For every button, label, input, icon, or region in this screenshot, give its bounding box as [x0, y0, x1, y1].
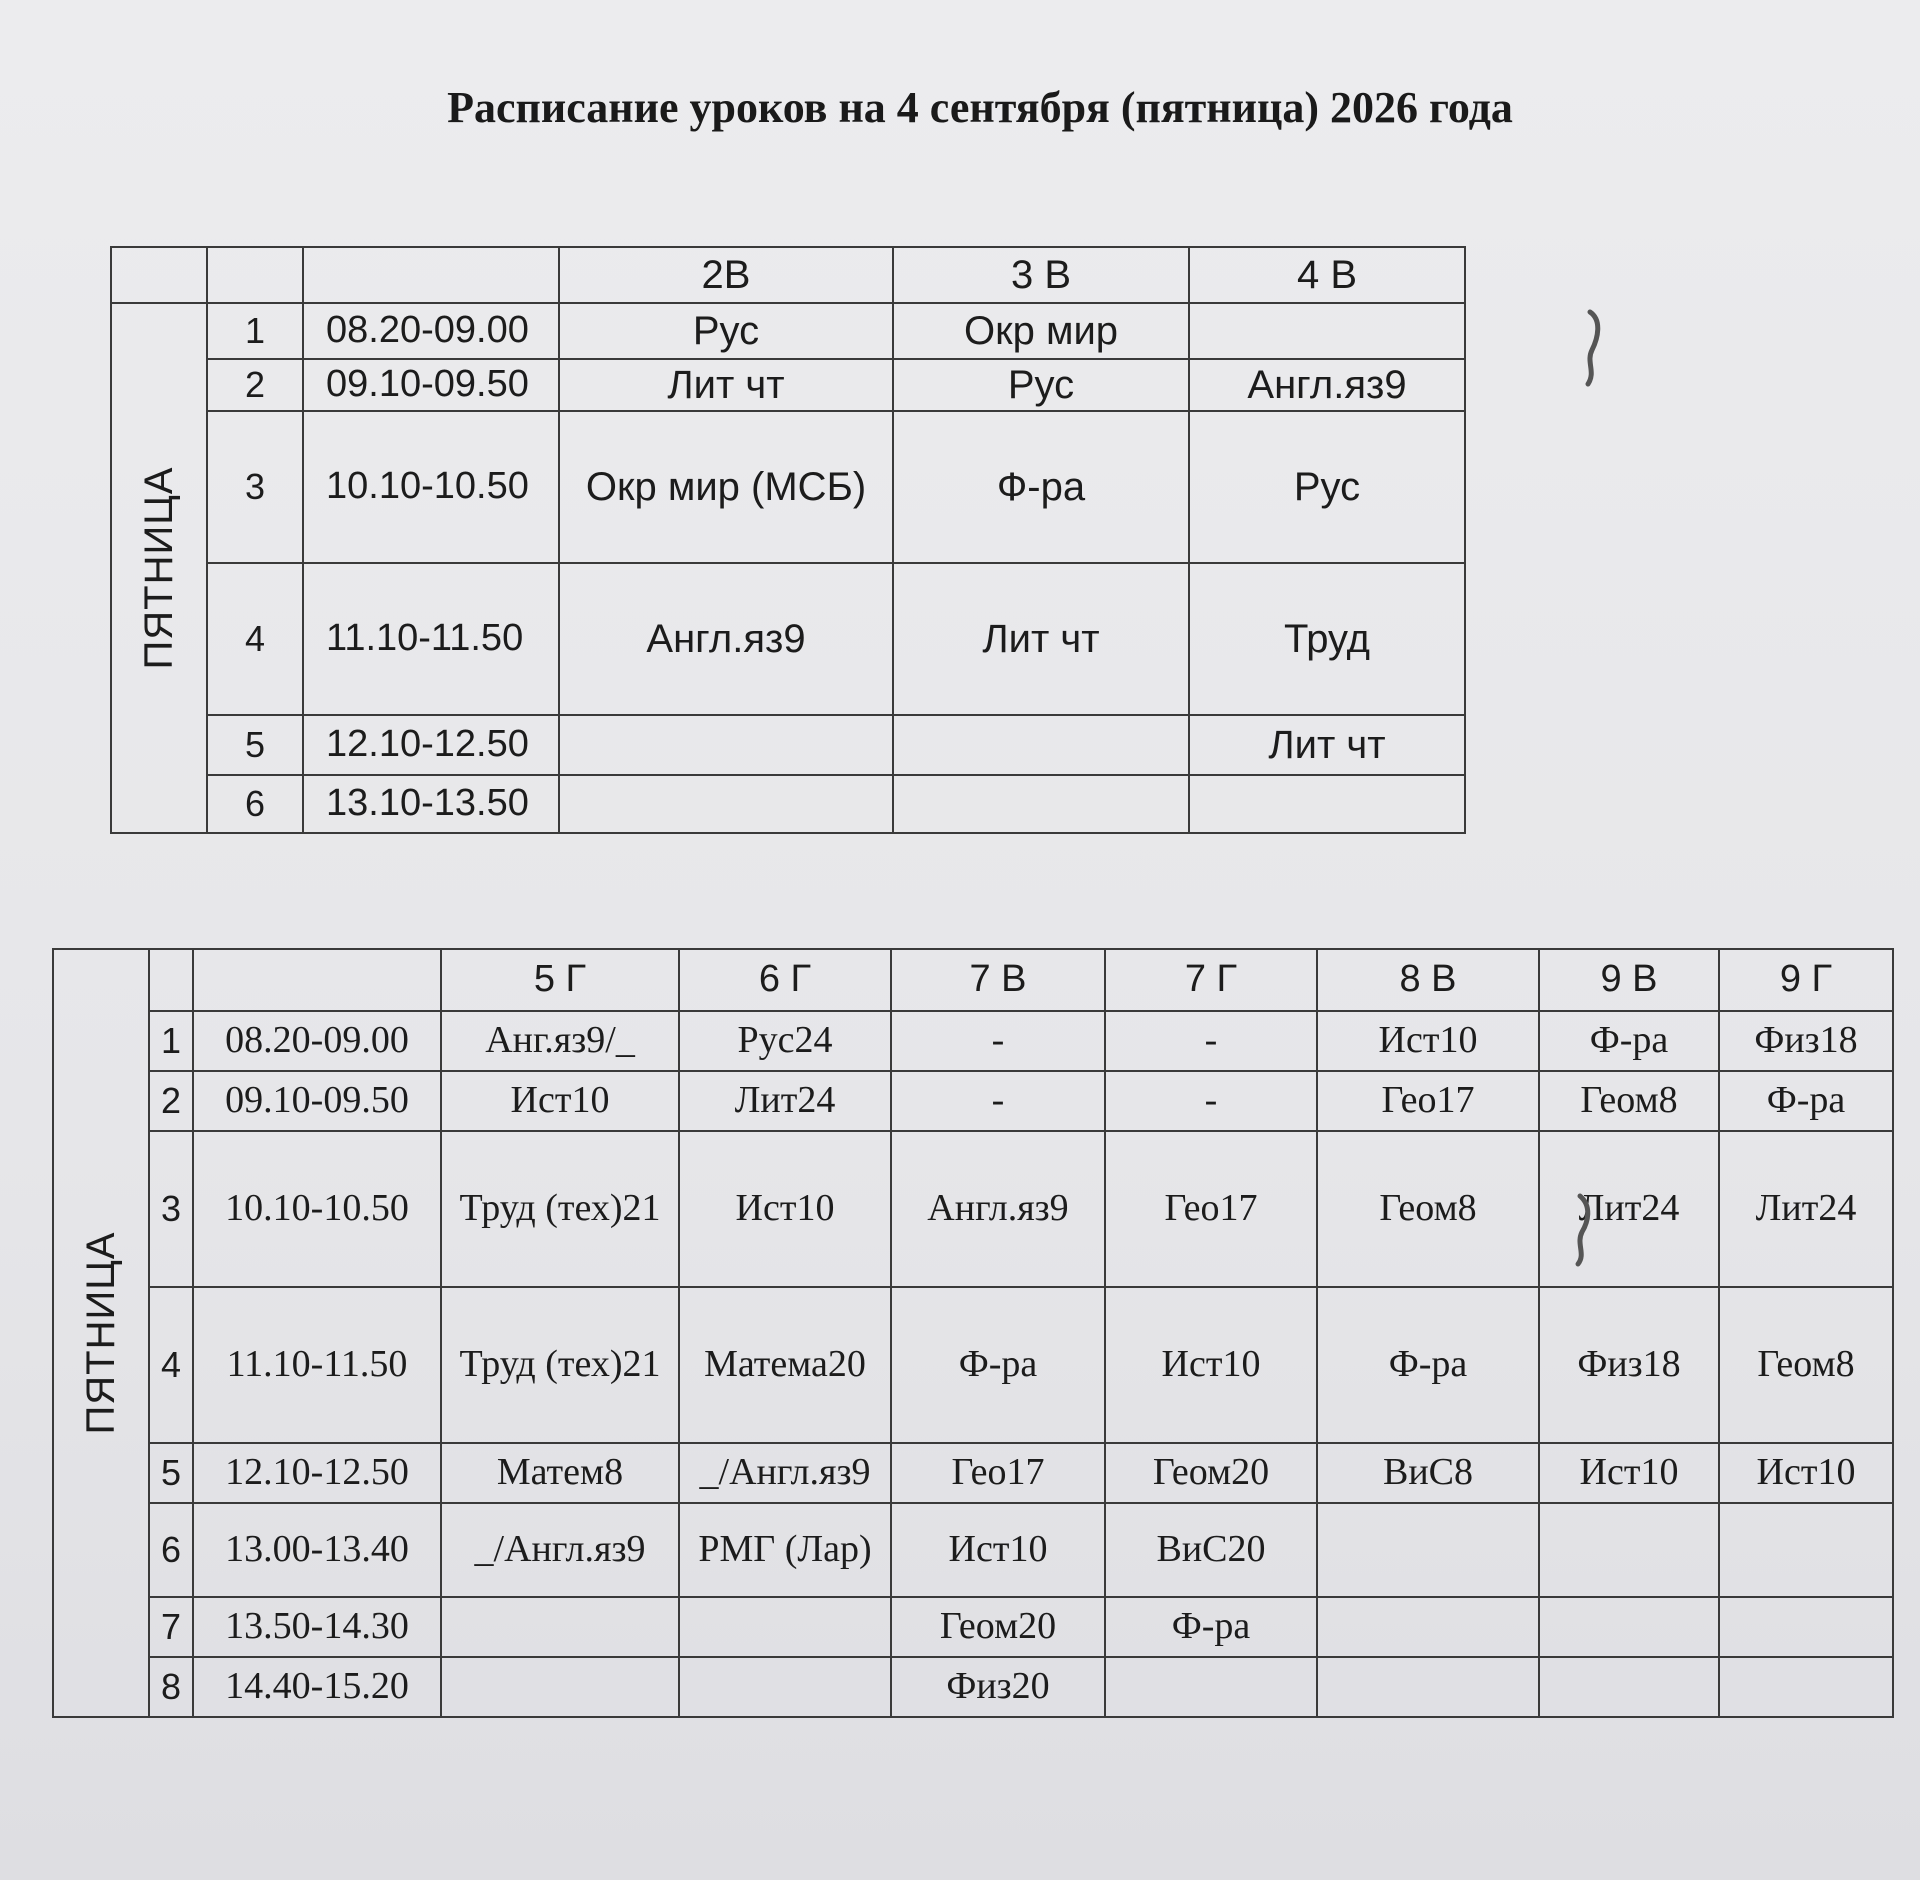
- lesson-cell: Физ18: [1539, 1287, 1719, 1443]
- day-label: ПЯТНИЦА: [137, 466, 181, 670]
- lesson-time: 08.20-09.00: [303, 303, 559, 359]
- class-header: 7 В: [891, 949, 1105, 1011]
- lesson-cell: Матем8: [441, 1443, 679, 1503]
- lesson-number: 3: [207, 411, 303, 563]
- lesson-cell: Лит чт: [893, 563, 1189, 715]
- lesson-cell: Ф-ра: [891, 1287, 1105, 1443]
- lesson-cell: Лит24: [679, 1071, 891, 1131]
- table-row: [53, 1071, 1893, 1131]
- class-header: 2В: [559, 247, 893, 303]
- header-row: [111, 247, 1465, 303]
- day-label-cell: [53, 949, 149, 1717]
- lesson-cell: Окр мир (МСБ): [559, 411, 893, 563]
- lesson-number: 6: [149, 1503, 193, 1597]
- day-label: ПЯТНИЦА: [79, 1231, 123, 1435]
- lesson-cell: Гео17: [1105, 1131, 1317, 1287]
- schedule-table-primary: [110, 246, 1466, 834]
- lesson-cell: [1317, 1597, 1539, 1657]
- lesson-cell: Матема20: [679, 1287, 891, 1443]
- lesson-cell: Геом8: [1539, 1071, 1719, 1131]
- lesson-cell: Англ.яз9: [1189, 359, 1465, 411]
- lesson-cell: Ф-ра: [1539, 1011, 1719, 1071]
- lesson-cell: Ф-ра: [1105, 1597, 1317, 1657]
- lesson-cell: [679, 1657, 891, 1717]
- lesson-cell: [559, 715, 893, 775]
- table-row: [111, 775, 1465, 833]
- lesson-cell: -: [1105, 1011, 1317, 1071]
- lesson-cell: Анг.яз9/_: [441, 1011, 679, 1071]
- lesson-time: 13.10-13.50: [303, 775, 559, 833]
- table-row: [53, 1657, 1893, 1717]
- lesson-time: 08.20-09.00: [193, 1011, 441, 1071]
- lesson-cell: Физ20: [891, 1657, 1105, 1717]
- lesson-number: 5: [207, 715, 303, 775]
- class-header: 9 Г: [1719, 949, 1893, 1011]
- lesson-cell: [1539, 1597, 1719, 1657]
- lesson-time: 10.10-10.50: [303, 411, 559, 563]
- table-row: [53, 1011, 1893, 1071]
- lesson-cell: Ф-ра: [1317, 1287, 1539, 1443]
- class-header: 7 Г: [1105, 949, 1317, 1011]
- lesson-cell: [1719, 1657, 1893, 1717]
- lesson-cell: [1317, 1503, 1539, 1597]
- lesson-number: 3: [149, 1131, 193, 1287]
- header-cell-blank: [149, 949, 193, 1011]
- lesson-number: 2: [149, 1071, 193, 1131]
- lesson-number: 1: [207, 303, 303, 359]
- table-row: [111, 359, 1465, 411]
- schedule-table-secondary: [52, 948, 1894, 1718]
- lesson-cell: Труд: [1189, 563, 1465, 715]
- lesson-number: 4: [207, 563, 303, 715]
- lesson-time: 09.10-09.50: [193, 1071, 441, 1131]
- lesson-cell: ВиС20: [1105, 1503, 1317, 1597]
- lesson-cell: [1105, 1657, 1317, 1717]
- lesson-cell: [1189, 775, 1465, 833]
- lesson-cell: Лит24: [1539, 1131, 1719, 1287]
- lesson-cell: Ист10: [679, 1131, 891, 1287]
- lesson-cell: [1317, 1657, 1539, 1717]
- lesson-cell: Труд (тех)21: [441, 1287, 679, 1443]
- lesson-time: 14.40-15.20: [193, 1657, 441, 1717]
- lesson-cell: Лит чт: [1189, 715, 1465, 775]
- table-row: [111, 411, 1465, 563]
- header-cell-blank: [193, 949, 441, 1011]
- lesson-cell: -: [1105, 1071, 1317, 1131]
- lesson-cell: [1189, 303, 1465, 359]
- lesson-cell: Ф-ра: [893, 411, 1189, 563]
- lesson-time: 12.10-12.50: [193, 1443, 441, 1503]
- header-cell-blank: [207, 247, 303, 303]
- lesson-time: 09.10-09.50: [303, 359, 559, 411]
- lesson-cell: _/Англ.яз9: [441, 1503, 679, 1597]
- lesson-number: 8: [149, 1657, 193, 1717]
- lesson-number: 4: [149, 1287, 193, 1443]
- lesson-time: 12.10-12.50: [303, 715, 559, 775]
- lesson-cell: [1719, 1597, 1893, 1657]
- table-row: [53, 1131, 1893, 1287]
- table-row: [111, 715, 1465, 775]
- lesson-cell: Ист10: [1317, 1011, 1539, 1071]
- class-header: 4 В: [1189, 247, 1465, 303]
- lesson-time: 11.10-11.50: [303, 563, 559, 715]
- lesson-cell: Ист10: [1539, 1443, 1719, 1503]
- lesson-cell: Ист10: [891, 1503, 1105, 1597]
- table-row: [53, 1597, 1893, 1657]
- lesson-cell: [1719, 1503, 1893, 1597]
- lesson-cell: Физ18: [1719, 1011, 1893, 1071]
- header-row: [53, 949, 1893, 1011]
- lesson-cell: [893, 715, 1189, 775]
- lesson-cell: Лит24: [1719, 1131, 1893, 1287]
- lesson-cell: Геом20: [1105, 1443, 1317, 1503]
- lesson-cell: Геом8: [1317, 1131, 1539, 1287]
- lesson-time: 13.00-13.40: [193, 1503, 441, 1597]
- table-row: [111, 563, 1465, 715]
- lesson-cell: Рус: [1189, 411, 1465, 563]
- lesson-cell: РМГ (Лар): [679, 1503, 891, 1597]
- lesson-cell: Ист10: [1105, 1287, 1317, 1443]
- lesson-cell: _/Англ.яз9: [679, 1443, 891, 1503]
- lesson-cell: -: [891, 1011, 1105, 1071]
- lesson-cell: Гео17: [1317, 1071, 1539, 1131]
- lesson-time: 13.50-14.30: [193, 1597, 441, 1657]
- table-row: [53, 1443, 1893, 1503]
- class-header: 3 В: [893, 247, 1189, 303]
- lesson-cell: [893, 775, 1189, 833]
- lesson-cell: Рус: [559, 303, 893, 359]
- lesson-cell: [1539, 1657, 1719, 1717]
- class-header: 6 Г: [679, 949, 891, 1011]
- lesson-cell: Рус: [893, 359, 1189, 411]
- lesson-number: 7: [149, 1597, 193, 1657]
- lesson-cell: Лит чт: [559, 359, 893, 411]
- page-title: Расписание уроков на 4 сентября (пятница) 2026 года: [447, 83, 1513, 132]
- header-cell-blank: [111, 247, 207, 303]
- table-row: [53, 1503, 1893, 1597]
- table-row: [111, 303, 1465, 359]
- lesson-cell: -: [891, 1071, 1105, 1131]
- lesson-cell: Рус24: [679, 1011, 891, 1071]
- day-label-cell: [111, 303, 207, 833]
- lesson-cell: [679, 1597, 891, 1657]
- lesson-cell: [441, 1657, 679, 1717]
- lesson-cell: Окр мир: [893, 303, 1189, 359]
- header-cell-blank: [303, 247, 559, 303]
- lesson-time: 10.10-10.50: [193, 1131, 441, 1287]
- lesson-time: 11.10-11.50: [193, 1287, 441, 1443]
- lesson-cell: Англ.яз9: [559, 563, 893, 715]
- class-header: 9 В: [1539, 949, 1719, 1011]
- lesson-cell: Гео17: [891, 1443, 1105, 1503]
- lesson-cell: [1539, 1503, 1719, 1597]
- class-header: 8 В: [1317, 949, 1539, 1011]
- lesson-cell: [559, 775, 893, 833]
- lesson-cell: Геом8: [1719, 1287, 1893, 1443]
- lesson-number: 1: [149, 1011, 193, 1071]
- lesson-cell: Ф-ра: [1719, 1071, 1893, 1131]
- lesson-cell: ВиС8: [1317, 1443, 1539, 1503]
- class-header: 5 Г: [441, 949, 679, 1011]
- lesson-cell: Геом20: [891, 1597, 1105, 1657]
- lesson-cell: Ист10: [441, 1071, 679, 1131]
- lesson-number: 5: [149, 1443, 193, 1503]
- lesson-cell: Ист10: [1719, 1443, 1893, 1503]
- lesson-cell: Труд (тех)21: [441, 1131, 679, 1287]
- lesson-number: 2: [207, 359, 303, 411]
- table-row: [53, 1287, 1893, 1443]
- lesson-cell: [441, 1597, 679, 1657]
- lesson-cell: Англ.яз9: [891, 1131, 1105, 1287]
- lesson-number: 6: [207, 775, 303, 833]
